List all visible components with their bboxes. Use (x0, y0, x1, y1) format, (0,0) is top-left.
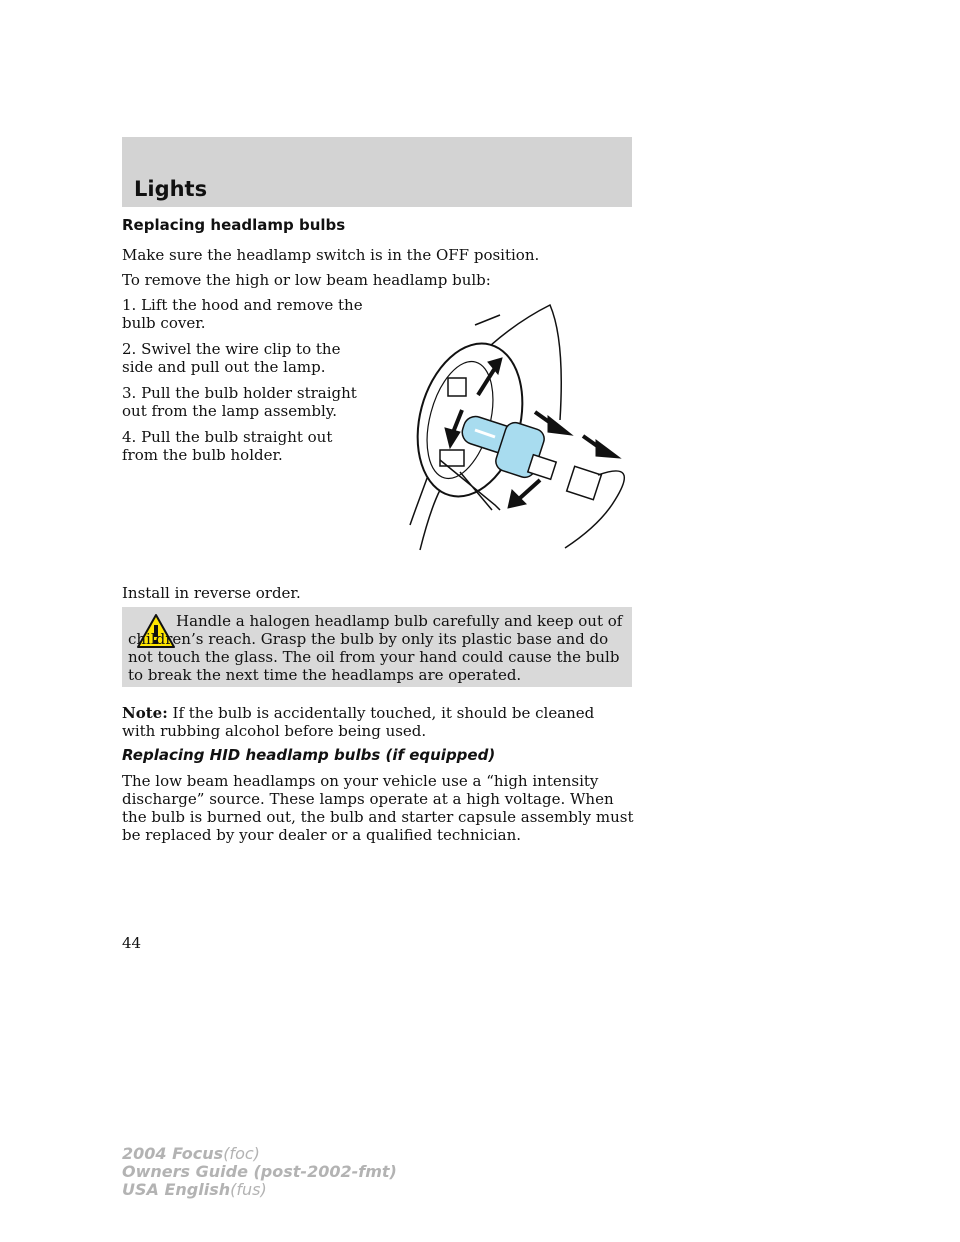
hid-paragraph: The low beam headlamps on your vehicle use a “high intensity discharge” source. These lamps operate at a high voltage. When the bulb is burned out, the bulb and starter capsule assembly must be replaced by your dealer or a qualified technician. (122, 772, 634, 844)
page-number: 44 (122, 934, 142, 952)
footer-document-info (122, 1145, 397, 1199)
note-paragraph (122, 704, 632, 740)
section-title: Lights (134, 177, 208, 201)
footer-language: USA English (122, 1180, 231, 1199)
footer-line-2 (122, 1163, 397, 1181)
warning-box (122, 607, 632, 687)
intro-switch-off: Make sure the headlamp switch is in the OFF position. (122, 246, 540, 264)
footer-line-3 (122, 1181, 397, 1199)
footer-language-code: (fus) (230, 1180, 267, 1199)
footer-model-code: (foc) (223, 1144, 260, 1163)
step-2: 2. Swivel the wire clip to the side and pull out the lamp. (122, 340, 341, 376)
note-text: If the bulb is accidentally touched, it should be cleaned with rubbing alcohol before being used. (122, 704, 595, 740)
footer-line-1 (122, 1145, 397, 1163)
step-3: 3. Pull the bulb holder straight out from the lamp assembly. (122, 384, 357, 420)
headlamp-bulb-diagram (400, 300, 640, 555)
footer-guide: Owners Guide (post-2002-fmt) (122, 1162, 397, 1181)
intro-remove-bulb: To remove the high or low beam headlamp bulb: (122, 271, 491, 289)
note-label: Note: (122, 704, 168, 722)
warning-text: Handle a halogen headlamp bulb carefully and keep out of children’s reach. Grasp the bulb by only its plastic base and do not touch the glass. The oil from your hand could cause the bulb to break the next time the headlamps are operated. (128, 612, 623, 684)
heading-hid-bulbs: Replacing HID headlamp bulbs (if equipped) (122, 746, 496, 764)
heading-replacing-headlamp-bulbs: Replacing headlamp bulbs (122, 216, 346, 234)
install-reverse: Install in reverse order. (122, 584, 301, 602)
section-header (122, 137, 632, 207)
step-4: 4. Pull the bulb straight out from the bulb holder. (122, 428, 333, 464)
footer-model: 2004 Focus (122, 1144, 224, 1163)
step-1: 1. Lift the hood and remove the bulb cover. (122, 296, 363, 332)
